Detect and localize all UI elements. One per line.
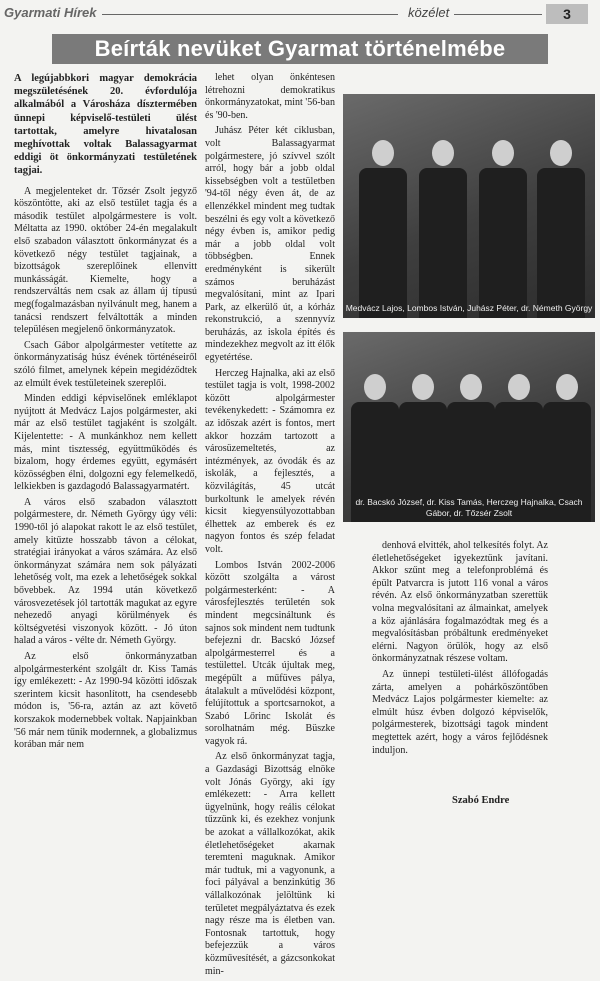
paragraph: Csach Gábor alpolgármester vetítette az önkormányzatiság húsz évének történéseiről szóló filmet, amelynek képein megidéződtek az elmúlt évek testületeinek szereplői. <box>14 339 197 389</box>
paragraph: Az első önkormányzatban alpolgármesterként szolgált dr. Kiss Tamás így emlékezett: - Az 1990-94 közötti időszak szerintem kicsit hasonlított, ha csendesebb módon is, '56-ra, aztán az azt követő korszakok modernebbek voltak. Napjainkban '56 már nem tűnik modernnek, a globalizmus korában már nem <box>14 651 197 751</box>
paragraph: denhová elvitték, ahol telkesítés folyt. Az életlehetőségeket igyekeztünk javítani. Akkor szűnt meg a telefonproblémá és épült Patvarcra is jutott 116 vonal a város révén. Az első önkormányzatban szerettük volna megvalósítani az álmainkat, amelyek a köz ajánlására fogalmazódtak meg és a megvalósításban próbáltunk eredményeket elérni. Nagyon örülök, hogy az első önkormányzatnak részese voltam. <box>372 540 548 665</box>
photo-caption: Medvácz Lajos, Lombos István, Juhász Péter, dr. Németh György <box>345 303 593 313</box>
paragraph: A város első szabadon választott polgármestere, dr. Németh György úgy véli: 1990-től jó alapokat rakott le az első testület, amely kitűzte hosszabb távon a célokat, stratégiai irányokat a város számára. Az első önkormányzat számára nem sok pályázati lehetőség volt, ma ezek a lehetőségek sokkal bővebbek. Az 1994 után következő városvezetések jól tartották magukat az egyre nehezedő anyagi körülmények és költségvetési viszonyok között. - Jó úton halad a város - vélte dr. Németh György. <box>14 496 197 647</box>
masthead-rule <box>102 14 398 15</box>
paragraph: Juhász Péter két ciklusban, volt Balassagyarmat polgármestere, jó szívvel szólt arról, hogy bár a jobb oldal kissebségben volt a testületben '94-től négy éven át, de az ellenzékkel mindent meg tudtak beszélni és egy volt a következő négy évben is, amikor pedig már a jobb oldal volt többségben. Ennek eredményként is sikerült számos beruházást megvalósítani, mint az Ipari Park, az elkerülő út, a kórház rekonstrukció, a szennyvíz beruházás, az iskola építés és mindezekhez megvolt az itt élők egyetértése. <box>205 125 335 364</box>
photo-caption: dr. Bacskó József, dr. Kiss Tamás, Herczeg Hajnalka, Csach Gábor, dr. Tőzsér Zsolt <box>355 497 583 518</box>
paragraph: Minden eddigi képviselőnek emléklapot nyújtott át Medvácz Lajos polgármester, aki már az első testület tagjaként is szolgált. Kijelentette: - A munkánkhoz nem kellett más, mint tisztesség, együttműködés és bizalom, hogy érdemes együtt, egymásért közösségben élni, dolgozni egy felemelkedő, lelkiekben is gazdagodó Balassagyarmatért. <box>14 393 197 493</box>
brand-name: Gyarmati Hírek <box>4 5 97 20</box>
column-right <box>372 540 548 760</box>
person-figure <box>537 140 585 318</box>
paragraph: Az ünnepi testületi-ülést állófogadás zárta, amelyen a pohárköszöntőben Medvácz Lajos polgármester kiemelte: az elmúlt húsz évben dolgozó képviselők, polgármesterek, bizottsági tagok mindent megtettek azért, hogy a város fejlődésnek induljon. <box>372 668 548 756</box>
person-figure <box>359 140 407 318</box>
article-author: Szabó Endre <box>452 795 510 806</box>
person-figure <box>419 140 467 318</box>
column-middle <box>205 72 335 981</box>
brand-logo <box>4 5 97 20</box>
person-figure <box>479 140 527 318</box>
paragraph: Herczeg Hajnalka, aki az első testület tagja is volt, 1998-2002 között alpolgármester tevékenykedett: - Számomra ez az időszak azért is fontos, mert akkor hozzám tartozott a városüzemeltetés, az intézmények, az óvodák és az iskolák, a fejlesztés, a közvilágítás, 45 utcát burkoltunk le amelyek révén kicsit kiegyensúlyozottabban élhettek az emberek és ez nagyon fontos és szép feladat volt. <box>205 367 335 555</box>
page-number: 3 <box>546 4 588 24</box>
paragraph: Lombos István 2002-2006 között szolgálta a várost polgármesterként: - A városfejlesztés területén sok mindent megcsináltunk és sajnos sok mindent nem tudtunk befejezni dr. Bacskó József alpolgármesterrel és a testülettel. Utcák újultak meg, megépült a műfüves pálya, átalakult a művelődési központ, felújítottuk a sportcsarnokot, a Szabó Lőrinc Iskolát és sorolhatnám még. Büszke vagyok rá. <box>205 559 335 747</box>
paragraph: lehet olyan önkéntesen létrehozni demokratikus önkormányzatokat, mint '56-ban és '90-ben. <box>205 72 335 121</box>
article-lead: A legújabbkori magyar demokrácia megszületésének 20. évfordulója alkalmából a Városháza dísztermében ünnepi képviselő-testületi ülést tartottak, amelyre hivatalosan meghívottak voltak Balassagyarmat eddigi öt önkormányzati testületének tagjai. <box>14 73 197 177</box>
paragraph: Az első önkormányzat tagja, a Gazdasági Bizottság elnöke volt Jónás György, aki így emlékezett: - Arra kellett ügyelnünk, hogy reális célokat tűzzünk ki, és ezekhez vonjunk be azokat a vállalkozókat, akik életlehetőségeket akarnak teremteni maguknak. Amikor már tudtuk, mi a vagyonunk, a foci pályával a benzinkútig 36 vállalkozónak jelöltünk ki területet megpályáztatva és ezek nagy része ma is életben van. Fontosnak tartottuk, hogy befejezzük a város közművesítését, a gázcsonkokat min- <box>205 751 335 977</box>
photo-officials-1 <box>343 94 595 318</box>
masthead-rule-right <box>454 14 542 15</box>
paragraph: A megjelenteket dr. Tőzsér Zsolt jegyző köszöntötte, aki az első testület tagja és a második testület alpolgármestere is volt. Méltatta az 1990. október 24-én megalakult első szabadon választott önkormányzat és a következő négy testület tagjainak, a bizottságok szereplőinek ellenvitt munkásságát. Kiemelte, hogy a rendszerváltás nem csak az állam új típusú meg(fogalmazásban nyilvánult meg, hanem a tanácsi rendszert felváltották a minden településen megjelenő önkormányzatok. <box>14 185 197 336</box>
masthead <box>4 4 594 26</box>
section-label: közélet <box>408 5 450 20</box>
photo-officials-2 <box>343 332 595 522</box>
column-left <box>14 72 197 755</box>
article-headline: Beírták nevüket Gyarmat történelmébe <box>52 34 548 64</box>
